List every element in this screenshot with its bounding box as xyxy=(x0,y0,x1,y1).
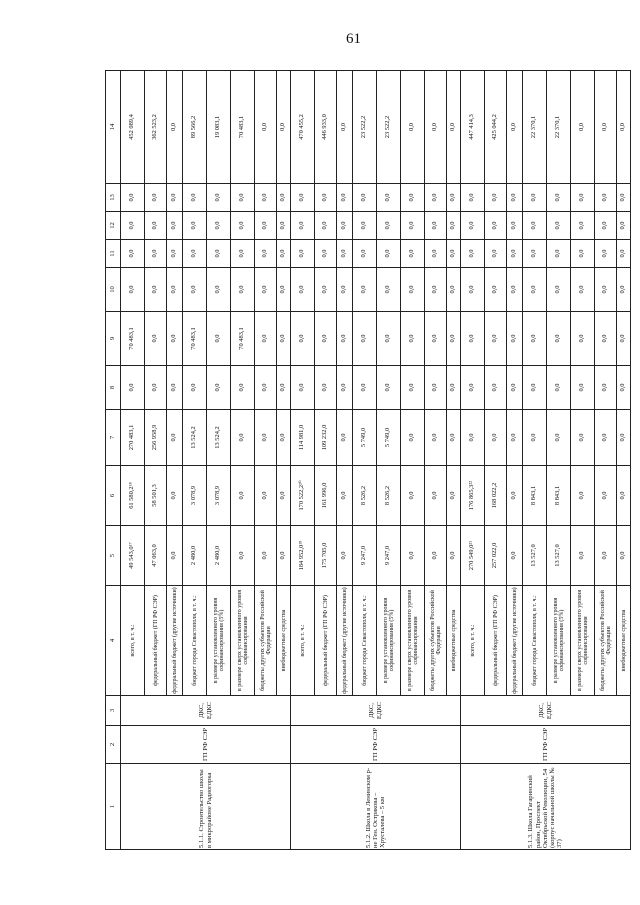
year-value-cell: 0,0 xyxy=(617,240,631,268)
year-value-cell: 0,0 xyxy=(315,268,337,312)
year-value-cell: 0,0 xyxy=(425,366,447,410)
total-value-cell: 0,0 xyxy=(337,71,353,184)
funding-source-cell: в размере установленного уровня софинансирования (5%) xyxy=(547,586,571,696)
year-value-cell: 0,0 xyxy=(617,312,631,366)
year-value-cell: 0,0 xyxy=(291,366,315,410)
year-value-cell: 0,0 xyxy=(617,366,631,410)
year-value-cell: 49 543,0¹⁷ xyxy=(121,526,145,586)
year-value-cell: 0,0 xyxy=(207,240,231,268)
year-value-cell: 0,0 xyxy=(291,312,315,366)
year-value-cell: 0,0 xyxy=(461,312,485,366)
year-value-cell: 0,0 xyxy=(121,366,145,410)
year-value-cell: 0,0 xyxy=(145,240,167,268)
year-value-cell: 0,0 xyxy=(401,466,425,526)
year-value-cell: 109 232,0 xyxy=(315,410,337,466)
year-value-cell: 0,0 xyxy=(595,526,617,586)
funding-source-cell: всего, в т. ч.: xyxy=(461,586,485,696)
funding-source-cell: внебюджетные средства xyxy=(447,586,461,696)
column-number-cell: 4 xyxy=(106,586,121,696)
year-value-cell: 0,0 xyxy=(315,212,337,240)
total-value-cell: 425 044,2 xyxy=(485,71,507,184)
year-value-cell: 0,0 xyxy=(353,240,377,268)
year-value-cell: 0,0 xyxy=(425,410,447,466)
year-value-cell: 0,0 xyxy=(353,268,377,312)
year-value-cell: 0,0 xyxy=(617,268,631,312)
funding-source-cell: в размере установленного уровня софинансирования (5%) xyxy=(207,586,231,696)
table-row xyxy=(121,71,145,850)
executor-cell: ДКС, ЕДКС xyxy=(121,696,291,726)
year-value-cell: 0,0 xyxy=(167,366,183,410)
year-value-cell: 0,0 xyxy=(447,526,461,586)
budget-table xyxy=(105,70,631,850)
year-value-cell: 0,0 xyxy=(255,212,277,240)
customer-cell: ГП РФ СЭР xyxy=(121,726,291,764)
year-value-cell: 0,0 xyxy=(485,410,507,466)
year-value-cell: 0,0 xyxy=(337,184,353,212)
total-value-cell: 0,0 xyxy=(507,71,523,184)
total-value-cell: 22 370,1 xyxy=(547,71,571,184)
year-value-cell: 0,0 xyxy=(167,312,183,366)
year-value-cell: 0,0 xyxy=(167,410,183,466)
year-value-cell: 0,0 xyxy=(121,240,145,268)
year-value-cell: 0,0 xyxy=(207,268,231,312)
year-value-cell: 0,0 xyxy=(523,366,547,410)
year-value-cell: 0,0 xyxy=(547,410,571,466)
year-value-cell: 0,0 xyxy=(595,268,617,312)
year-value-cell: 0,0 xyxy=(231,526,255,586)
year-value-cell: 0,0 xyxy=(401,240,425,268)
year-value-cell: 0,0 xyxy=(425,526,447,586)
customer-cell: ГП РФ СЭР xyxy=(461,726,631,764)
year-value-cell: 0,0 xyxy=(425,212,447,240)
year-value-cell: 0,0 xyxy=(255,240,277,268)
funding-source-cell: в размере сверх установленного уровня софинансирования xyxy=(231,586,255,696)
year-value-cell: 0,0 xyxy=(595,312,617,366)
rotated-table-container xyxy=(105,71,627,850)
budget-table-body xyxy=(106,71,631,850)
year-value-cell: 0,0 xyxy=(207,366,231,410)
year-value-cell: 0,0 xyxy=(595,466,617,526)
total-value-cell: 0,0 xyxy=(255,71,277,184)
object-name-cell: 5.1.3. Школа Гагаринский район, Проспект Октябрьской Революции, 54 (корпус начальной школы № 37) xyxy=(461,764,631,850)
object-name-cell: 5.1.1. Строительство школы в микрорайоне Радиогорка xyxy=(121,764,291,850)
year-value-cell: 0,0 xyxy=(377,184,401,212)
year-value-cell: 13 524,2 xyxy=(207,410,231,466)
year-value-cell: 0,0 xyxy=(571,526,595,586)
year-value-cell: 0,0 xyxy=(461,212,485,240)
year-value-cell: 0,0 xyxy=(447,212,461,240)
column-number-cell: 11 xyxy=(106,240,121,268)
year-value-cell: 0,0 xyxy=(337,268,353,312)
year-value-cell: 0,0 xyxy=(571,366,595,410)
year-value-cell: 0,0 xyxy=(461,184,485,212)
year-value-cell: 0,0 xyxy=(337,466,353,526)
column-number-cell: 3 xyxy=(106,696,121,726)
year-value-cell: 0,0 xyxy=(183,212,207,240)
year-value-cell: 0,0 xyxy=(277,240,291,268)
year-value-cell: 0,0 xyxy=(377,212,401,240)
year-value-cell: 0,0 xyxy=(595,410,617,466)
year-value-cell: 0,0 xyxy=(277,268,291,312)
year-value-cell: 13 527,0 xyxy=(523,526,547,586)
year-value-cell: 0,0 xyxy=(447,240,461,268)
year-value-cell: 0,0 xyxy=(377,312,401,366)
year-value-cell: 0,0 xyxy=(485,366,507,410)
year-value-cell: 0,0 xyxy=(523,240,547,268)
year-value-cell: 0,0 xyxy=(207,312,231,366)
year-value-cell: 0,0 xyxy=(595,184,617,212)
page-number: 61 xyxy=(346,31,361,47)
total-value-cell: 89 566,2 xyxy=(183,71,207,184)
year-value-cell: 0,0 xyxy=(121,212,145,240)
funding-source-cell: в размере сверх установленного уровня софинансирования xyxy=(571,586,595,696)
year-value-cell: 0,0 xyxy=(277,466,291,526)
year-value-cell: 0,0 xyxy=(353,212,377,240)
total-value-cell: 70 483,1 xyxy=(231,71,255,184)
year-value-cell: 0,0 xyxy=(547,366,571,410)
column-number-cell: 8 xyxy=(106,366,121,410)
total-value-cell: 23 522,2 xyxy=(353,71,377,184)
year-value-cell: 0,0 xyxy=(507,184,523,212)
year-value-cell: 0,0 xyxy=(485,240,507,268)
year-value-cell: 13 527,0 xyxy=(547,526,571,586)
year-value-cell: 3 078,9 xyxy=(207,466,231,526)
year-value-cell: 0,0 xyxy=(231,184,255,212)
funding-source-cell: бюджеты других субъектов Российской Федерации xyxy=(425,586,447,696)
column-number-cell: 9 xyxy=(106,312,121,366)
column-number-cell: 12 xyxy=(106,212,121,240)
year-value-cell: 0,0 xyxy=(121,184,145,212)
year-value-cell: 0,0 xyxy=(145,366,167,410)
year-value-cell: 0,0 xyxy=(255,410,277,466)
year-value-cell: 0,0 xyxy=(547,184,571,212)
year-value-cell: 0,0 xyxy=(401,184,425,212)
year-value-cell: 0,0 xyxy=(145,212,167,240)
year-value-cell: 0,0 xyxy=(277,312,291,366)
year-value-cell: 0,0 xyxy=(353,184,377,212)
funding-source-cell: бюджет города Севастополя, в т. ч.: xyxy=(523,586,547,696)
total-value-cell: 0,0 xyxy=(167,71,183,184)
funding-source-cell: в размере сверх установленного уровня софинансирования xyxy=(401,586,425,696)
year-value-cell: 0,0 xyxy=(231,366,255,410)
year-value-cell: 0,0 xyxy=(167,466,183,526)
year-value-cell: 0,0 xyxy=(315,184,337,212)
total-value-cell: 362 523,2 xyxy=(145,71,167,184)
table-row xyxy=(291,71,315,850)
year-value-cell: 0,0 xyxy=(595,240,617,268)
year-value-cell: 0,0 xyxy=(291,268,315,312)
funding-source-cell: всего, в т. ч.: xyxy=(291,586,315,696)
funding-source-cell: федеральный бюджет (ГП РФ СЭР) xyxy=(145,586,167,696)
year-value-cell: 0,0 xyxy=(547,212,571,240)
year-value-cell: 256 958,9 xyxy=(145,410,167,466)
year-value-cell: 0,0 xyxy=(377,366,401,410)
column-number-row xyxy=(106,71,121,850)
year-value-cell: 257 022,0 xyxy=(485,526,507,586)
total-value-cell: 447 414,3 xyxy=(461,71,485,184)
year-value-cell: 0,0 xyxy=(461,366,485,410)
year-value-cell: 114 981,0 xyxy=(291,410,315,466)
year-value-cell: 0,0 xyxy=(547,268,571,312)
year-value-cell: 0,0 xyxy=(447,312,461,366)
year-value-cell: 0,0 xyxy=(425,268,447,312)
total-value-cell: 0,0 xyxy=(595,71,617,184)
year-value-cell: 0,0 xyxy=(183,184,207,212)
year-value-cell: 0,0 xyxy=(523,410,547,466)
year-value-cell: 0,0 xyxy=(401,312,425,366)
year-value-cell: 0,0 xyxy=(523,184,547,212)
year-value-cell: 70 483,1 xyxy=(183,312,207,366)
year-value-cell: 0,0 xyxy=(291,212,315,240)
year-value-cell: 2 480,0 xyxy=(183,526,207,586)
year-value-cell: 0,0 xyxy=(617,410,631,466)
rotated-table-frame xyxy=(105,71,627,850)
customer-cell: ГП РФ СЭР xyxy=(291,726,461,764)
year-value-cell: 0,0 xyxy=(447,410,461,466)
column-number-cell: 13 xyxy=(106,184,121,212)
year-value-cell: 0,0 xyxy=(337,312,353,366)
funding-source-cell: бюджеты других субъектов Российской Федерации xyxy=(595,586,617,696)
funding-source-cell: федеральный бюджет (другие источники) xyxy=(167,586,183,696)
year-value-cell: 0,0 xyxy=(277,366,291,410)
year-value-cell: 0,0 xyxy=(571,184,595,212)
year-value-cell: 0,0 xyxy=(255,268,277,312)
year-value-cell: 0,0 xyxy=(277,526,291,586)
column-number-cell: 14 xyxy=(106,71,121,184)
year-value-cell: 8 843,1 xyxy=(547,466,571,526)
year-value-cell: 9 247,0 xyxy=(377,526,401,586)
total-value-cell: 22 370,1 xyxy=(523,71,547,184)
year-value-cell: 0,0 xyxy=(595,366,617,410)
year-value-cell: 0,0 xyxy=(315,312,337,366)
total-value-cell: 0,0 xyxy=(447,71,461,184)
year-value-cell: 0,0 xyxy=(617,212,631,240)
year-value-cell: 70 483,1 xyxy=(121,312,145,366)
year-value-cell: 0,0 xyxy=(571,410,595,466)
year-value-cell: 0,0 xyxy=(447,366,461,410)
year-value-cell: 0,0 xyxy=(121,268,145,312)
year-value-cell: 2 480,0 xyxy=(207,526,231,586)
year-value-cell: 0,0 xyxy=(255,526,277,586)
total-value-cell: 452 089,4 xyxy=(121,71,145,184)
year-value-cell: 0,0 xyxy=(231,212,255,240)
year-value-cell: 0,0 xyxy=(255,184,277,212)
year-value-cell: 0,0 xyxy=(461,240,485,268)
year-value-cell: 8 526,2 xyxy=(377,466,401,526)
year-value-cell: 0,0 xyxy=(337,212,353,240)
funding-source-cell: внебюджетные средства xyxy=(277,586,291,696)
year-value-cell: 0,0 xyxy=(183,268,207,312)
year-value-cell: 0,0 xyxy=(571,240,595,268)
column-number-cell: 5 xyxy=(106,526,121,586)
year-value-cell: 0,0 xyxy=(315,240,337,268)
funding-source-cell: бюджет города Севастополя, в т. ч.: xyxy=(183,586,207,696)
year-value-cell: 0,0 xyxy=(167,240,183,268)
executor-cell: ДКС, ЕДКС xyxy=(291,696,461,726)
year-value-cell: 0,0 xyxy=(507,366,523,410)
year-value-cell: 0,0 xyxy=(255,466,277,526)
year-value-cell: 0,0 xyxy=(337,240,353,268)
year-value-cell: 0,0 xyxy=(315,366,337,410)
year-value-cell: 0,0 xyxy=(485,184,507,212)
year-value-cell: 0,0 xyxy=(507,212,523,240)
year-value-cell: 0,0 xyxy=(425,466,447,526)
year-value-cell: 0,0 xyxy=(425,184,447,212)
year-value-cell: 0,0 xyxy=(145,184,167,212)
year-value-cell: 0,0 xyxy=(377,240,401,268)
year-value-cell: 0,0 xyxy=(507,526,523,586)
funding-source-cell: федеральный бюджет (другие источники) xyxy=(507,586,523,696)
funding-source-cell: бюджет города Севастополя, в т. ч.: xyxy=(353,586,377,696)
year-value-cell: 0,0 xyxy=(425,312,447,366)
year-value-cell: 0,0 xyxy=(523,312,547,366)
year-value-cell: 0,0 xyxy=(167,526,183,586)
year-value-cell: 0,0 xyxy=(337,410,353,466)
year-value-cell: 0,0 xyxy=(571,312,595,366)
year-value-cell: 0,0 xyxy=(523,212,547,240)
total-value-cell: 0,0 xyxy=(401,71,425,184)
funding-source-cell: федеральный бюджет (ГП РФ СЭР) xyxy=(485,586,507,696)
year-value-cell: 0,0 xyxy=(401,268,425,312)
year-value-cell: 170 522,2²⁰ xyxy=(291,466,315,526)
year-value-cell: 0,0 xyxy=(461,410,485,466)
total-value-cell: 470 455,2 xyxy=(291,71,315,184)
year-value-cell: 0,0 xyxy=(485,212,507,240)
year-value-cell: 0,0 xyxy=(353,312,377,366)
year-value-cell: 0,0 xyxy=(337,526,353,586)
year-value-cell: 0,0 xyxy=(167,268,183,312)
year-value-cell: 184 952,0¹⁹ xyxy=(291,526,315,586)
year-value-cell: 0,0 xyxy=(231,466,255,526)
year-value-cell: 0,0 xyxy=(167,184,183,212)
year-value-cell: 0,0 xyxy=(507,312,523,366)
year-value-cell: 0,0 xyxy=(377,268,401,312)
year-value-cell: 0,0 xyxy=(617,184,631,212)
year-value-cell: 0,0 xyxy=(207,184,231,212)
year-value-cell: 61 580,2¹⁸ xyxy=(121,466,145,526)
year-value-cell: 0,0 xyxy=(571,466,595,526)
year-value-cell: 58 501,3 xyxy=(145,466,167,526)
year-value-cell: 0,0 xyxy=(547,240,571,268)
year-value-cell: 0,0 xyxy=(571,268,595,312)
funding-source-cell: федеральный бюджет (другие источники) xyxy=(337,586,353,696)
year-value-cell: 0,0 xyxy=(447,268,461,312)
year-value-cell: 0,0 xyxy=(401,410,425,466)
year-value-cell: 0,0 xyxy=(617,466,631,526)
year-value-cell: 70 483,1 xyxy=(231,312,255,366)
year-value-cell: 0,0 xyxy=(231,410,255,466)
year-value-cell: 0,0 xyxy=(255,312,277,366)
year-value-cell: 0,0 xyxy=(207,212,231,240)
year-value-cell: 161 996,0 xyxy=(315,466,337,526)
total-value-cell: 0,0 xyxy=(571,71,595,184)
year-value-cell: 0,0 xyxy=(337,366,353,410)
year-value-cell: 0,0 xyxy=(291,184,315,212)
year-value-cell: 0,0 xyxy=(507,410,523,466)
funding-source-cell: внебюджетные средства xyxy=(617,586,631,696)
column-number-cell: 2 xyxy=(106,726,121,764)
year-value-cell: 0,0 xyxy=(507,466,523,526)
year-value-cell: 13 524,2 xyxy=(183,410,207,466)
year-value-cell: 47 063,0 xyxy=(145,526,167,586)
column-number-cell: 6 xyxy=(106,466,121,526)
year-value-cell: 0,0 xyxy=(401,526,425,586)
year-value-cell: 0,0 xyxy=(277,212,291,240)
year-value-cell: 0,0 xyxy=(425,240,447,268)
funding-source-cell: федеральный бюджет (ГП РФ СЭР) xyxy=(315,586,337,696)
year-value-cell: 0,0 xyxy=(145,268,167,312)
year-value-cell: 0,0 xyxy=(595,212,617,240)
funding-source-cell: в размере установленного уровня софинансирования (5%) xyxy=(377,586,401,696)
year-value-cell: 8 843,1 xyxy=(523,466,547,526)
column-number-cell: 10 xyxy=(106,268,121,312)
year-value-cell: 8 526,2 xyxy=(353,466,377,526)
year-value-cell: 5 749,0 xyxy=(353,410,377,466)
total-value-cell: 19 083,1 xyxy=(207,71,231,184)
total-value-cell: 446 933,0 xyxy=(315,71,337,184)
year-value-cell: 0,0 xyxy=(291,240,315,268)
year-value-cell: 0,0 xyxy=(277,184,291,212)
year-value-cell: 270 549,0²¹ xyxy=(461,526,485,586)
column-number-cell: 1 xyxy=(106,764,121,850)
total-value-cell: 0,0 xyxy=(617,71,631,184)
total-value-cell: 0,0 xyxy=(425,71,447,184)
year-value-cell: 0,0 xyxy=(183,366,207,410)
year-value-cell: 0,0 xyxy=(485,268,507,312)
year-value-cell: 5 749,0 xyxy=(377,410,401,466)
year-value-cell: 0,0 xyxy=(523,268,547,312)
executor-cell: ДКС, ЕДКС xyxy=(461,696,631,726)
year-value-cell: 0,0 xyxy=(401,366,425,410)
year-value-cell: 0,0 xyxy=(231,240,255,268)
year-value-cell: 0,0 xyxy=(507,240,523,268)
object-name-cell: 5.1.2. Школа в Ленинском р-не Ген. Острякова – Хрусталева – 5 км xyxy=(291,764,461,850)
year-value-cell: 176 865,3²² xyxy=(461,466,485,526)
year-value-cell: 175 705,0 xyxy=(315,526,337,586)
year-value-cell: 0,0 xyxy=(447,466,461,526)
year-value-cell: 0,0 xyxy=(255,366,277,410)
year-value-cell: 168 022,2 xyxy=(485,466,507,526)
year-value-cell: 0,0 xyxy=(401,212,425,240)
funding-source-cell: бюджеты других субъектов Российской Федерации xyxy=(255,586,277,696)
year-value-cell: 0,0 xyxy=(507,268,523,312)
year-value-cell: 0,0 xyxy=(571,212,595,240)
year-value-cell: 0,0 xyxy=(447,184,461,212)
year-value-cell: 9 247,0 xyxy=(353,526,377,586)
column-number-cell: 7 xyxy=(106,410,121,466)
year-value-cell: 0,0 xyxy=(167,212,183,240)
total-value-cell: 0,0 xyxy=(277,71,291,184)
year-value-cell: 0,0 xyxy=(145,312,167,366)
year-value-cell: 3 078,9 xyxy=(183,466,207,526)
year-value-cell: 0,0 xyxy=(231,268,255,312)
year-value-cell: 0,0 xyxy=(617,526,631,586)
year-value-cell: 0,0 xyxy=(547,312,571,366)
year-value-cell: 0,0 xyxy=(485,312,507,366)
year-value-cell: 0,0 xyxy=(183,240,207,268)
year-value-cell: 0,0 xyxy=(277,410,291,466)
funding-source-cell: всего, в т. ч.: xyxy=(121,586,145,696)
year-value-cell: 270 483,1 xyxy=(121,410,145,466)
year-value-cell: 0,0 xyxy=(461,268,485,312)
total-value-cell: 23 522,2 xyxy=(377,71,401,184)
year-value-cell: 0,0 xyxy=(353,366,377,410)
table-row xyxy=(461,71,485,850)
